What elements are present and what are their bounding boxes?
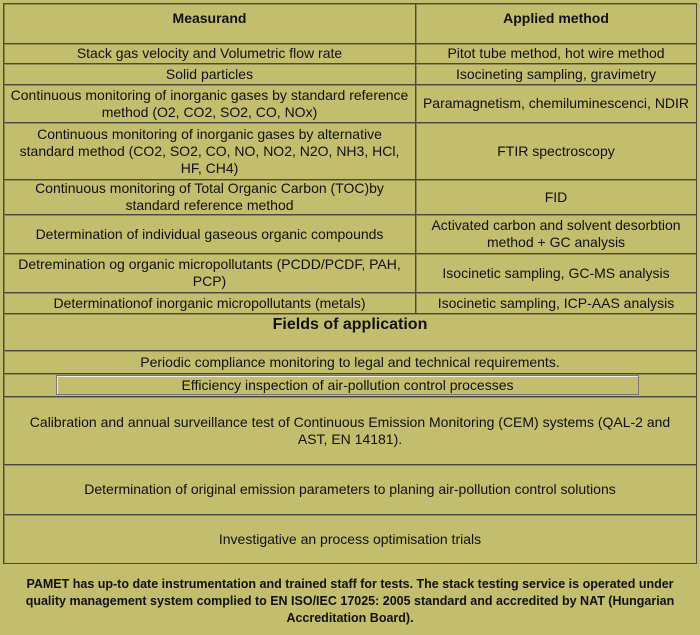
method-cell: Isocinetic sampling, ICP-AAS analysis	[415, 292, 697, 314]
field-item: Periodic compliance monitoring to legal and technical requirements.	[3, 350, 697, 374]
header-measurand: Measurand	[3, 3, 416, 44]
measurand-cell: Determinationof inorganic micropollutants (metals)	[3, 292, 416, 314]
measurand-cell: Stack gas velocity and Volumetric flow rate	[3, 43, 416, 64]
field-item: Investigative an process optimisation trials	[3, 514, 697, 564]
method-cell: Isocinetic sampling, GC-MS analysis	[415, 253, 697, 293]
method-cell: FTIR spectroscopy	[415, 122, 697, 180]
field-item: Determination of original emission parameters to planing air-pollution control solutions	[3, 464, 697, 515]
field-item: Calibration and annual surveillance test of Continuous Emission Monitoring (CEM) systems (QAL-2 and AST, EN 14181).	[3, 396, 697, 465]
fields-of-application-title: Fields of application	[3, 313, 697, 351]
measurand-cell: Continuous monitoring of inorganic gases by standard reference method (O2, CO2, SO2, CO, NOx)	[3, 84, 416, 123]
method-cell: Pitot tube method, hot wire method	[415, 43, 697, 64]
method-cell: Paramagnetism, chemiluminescenci, NDIR	[415, 84, 697, 123]
measurand-cell: Detremination og organic micropollutants (PCDD/PCDF, PAH, PCP)	[3, 253, 416, 293]
accreditation-note: PAMET has up-to date instrumentation and trained staff for tests. The stack testing service is operated under quality management system complied to EN ISO/IEC 17025: 2005 standard and accredited by NAT (Hungarian Accreditation Board).	[25, 577, 675, 625]
field-item: Efficiency inspection of air-pollution control processes	[56, 375, 639, 395]
measurand-cell: Continuous monitoring of inorganic gases by alternative standard method (CO2, SO2, CO, NO, NO2, N2O, NH3, HCl, HF, CH4)	[3, 122, 416, 180]
measurand-cell: Continuous monitoring of Total Organic Carbon (TOC)by standard reference method	[3, 179, 416, 215]
header-applied-method: Applied method	[415, 3, 697, 44]
measurand-cell: Solid particles	[3, 63, 416, 85]
method-cell: Activated carbon and solvent desorbtion method + GC analysis	[415, 214, 697, 254]
measurand-cell: Determination of individual gaseous organic compounds	[3, 214, 416, 254]
method-cell: FID	[415, 179, 697, 215]
method-cell: Isocineting sampling, gravimetry	[415, 63, 697, 85]
